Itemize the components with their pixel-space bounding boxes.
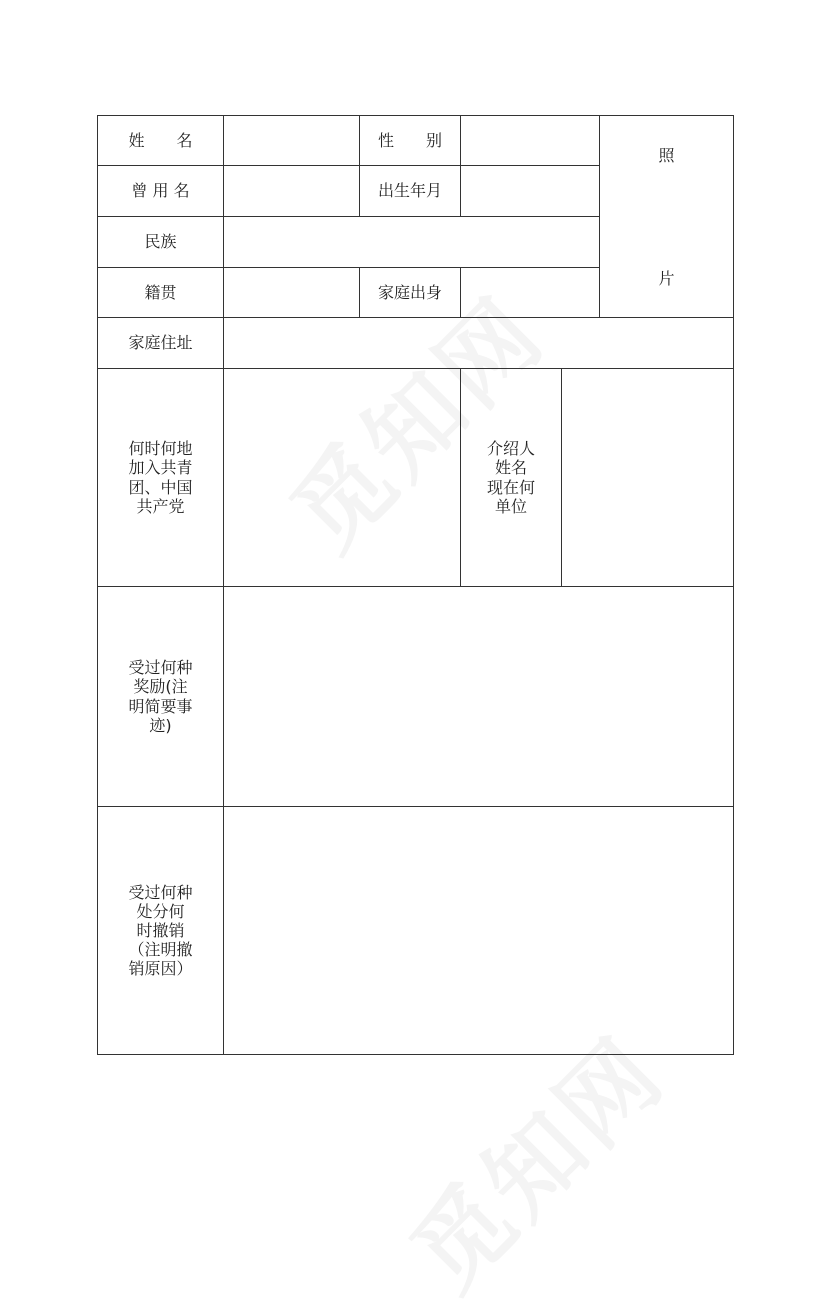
label-join-line: 共产党 xyxy=(136,496,185,516)
label-punishment xyxy=(98,807,224,1055)
introducer-field[interactable] xyxy=(562,369,734,587)
label-punishment-line: 时撤销 xyxy=(136,920,185,940)
label-rewards-line: 迹) xyxy=(149,715,172,735)
family-origin-field[interactable] xyxy=(461,268,600,318)
label-join-line: 何时何地 xyxy=(128,439,193,459)
label-introducer-line: 现在何 xyxy=(486,477,535,497)
gender-field[interactable] xyxy=(461,116,600,166)
rewards-field[interactable] xyxy=(224,587,734,807)
label-gender: 性 别 xyxy=(360,116,461,166)
address-field[interactable] xyxy=(224,318,734,369)
label-native-place: 籍贯 xyxy=(98,268,224,318)
ethnicity-field[interactable] xyxy=(224,217,600,268)
native-place-field[interactable] xyxy=(224,268,360,318)
photo-label-bottom: 片 xyxy=(658,269,675,288)
label-rewards-line: 明简要事 xyxy=(128,696,193,716)
label-introducer xyxy=(461,369,562,587)
label-punishment-line: 销原因） xyxy=(128,959,193,979)
label-birth: 出生年月 xyxy=(360,166,461,217)
label-name: 姓 名 xyxy=(98,116,224,166)
label-introducer-line: 姓名 xyxy=(494,458,527,478)
label-join xyxy=(98,369,224,587)
label-rewards-line: 奖励(注 xyxy=(133,677,188,697)
label-address: 家庭住址 xyxy=(98,318,224,369)
label-introducer-line: 介绍人 xyxy=(486,439,535,459)
label-ethnicity: 民族 xyxy=(98,217,224,268)
label-join-line: 加入共青 xyxy=(128,458,193,478)
registration-form xyxy=(97,115,734,1055)
photo-box[interactable] xyxy=(600,116,734,318)
name-field[interactable] xyxy=(224,116,360,166)
former-name-field[interactable] xyxy=(224,166,360,217)
punishment-field[interactable] xyxy=(224,807,734,1055)
label-former-name: 曾 用 名 xyxy=(98,166,224,217)
photo-label-top: 照 xyxy=(658,146,675,165)
join-field[interactable] xyxy=(224,369,461,587)
label-family-origin: 家庭出身 xyxy=(360,268,461,318)
birth-field[interactable] xyxy=(461,166,600,217)
label-punishment-line: 处分何 xyxy=(136,901,185,921)
label-rewards xyxy=(98,587,224,807)
label-introducer-line: 单位 xyxy=(494,496,527,516)
label-punishment-line: （注明撤 xyxy=(128,940,193,960)
label-join-line: 团、中国 xyxy=(128,477,193,497)
label-rewards-line: 受过何种 xyxy=(128,658,193,678)
label-punishment-line: 受过何种 xyxy=(128,882,193,902)
